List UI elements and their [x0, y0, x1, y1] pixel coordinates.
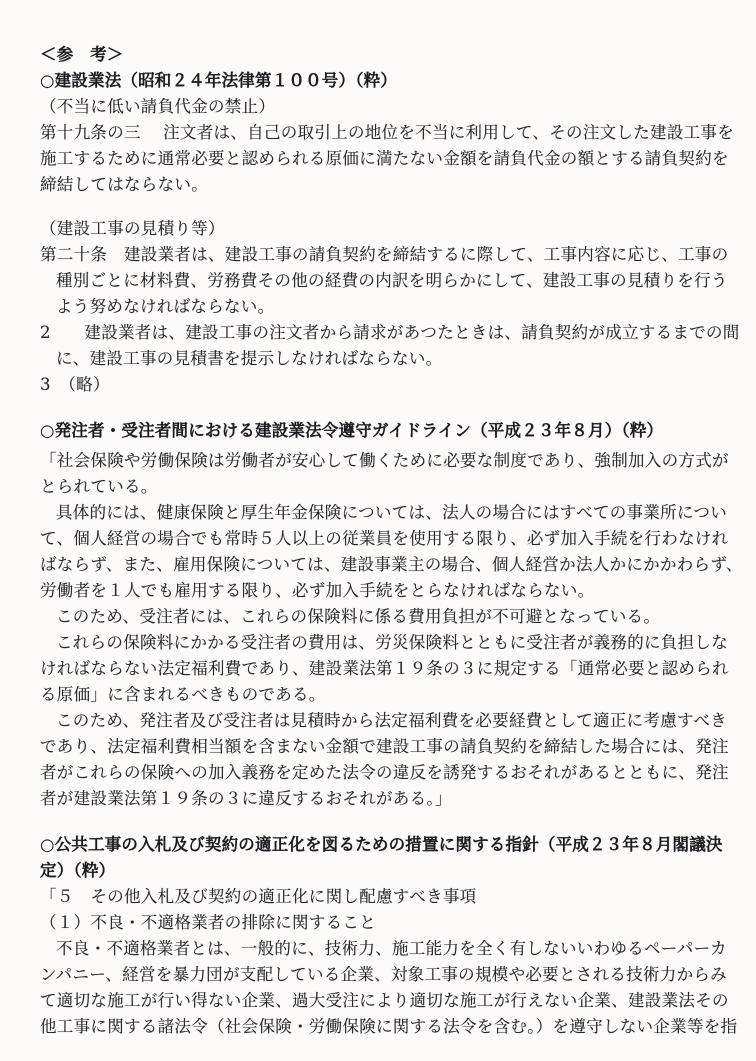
compliance-guideline-body-line: 労働者を１人でも雇用する限り、必ず加入手続をとらなければならない。: [40, 581, 595, 600]
public-works-directive-body-line: て適切な施工が行い得ない企業、過大受注により適切な施工が行えない企業、建設業法その: [40, 991, 729, 1010]
article-19-3-line: 第十九条の三 注文者は、自己の取引上の地位を不当に利用して、その注文した建設工事を: [40, 123, 735, 142]
document-text: [40, 42, 746, 1040]
article-20-line: （建設工事の見積り等）: [40, 219, 225, 238]
public-works-directive-body-line: 不良・不適格業者とは、一般的に、技術力、施工能力を全く有しないいわゆるペーパーカ: [56, 939, 727, 958]
compliance-guideline-body-line: ばならず、また、雇用保険については、建設事業主の場合、個人経営か法人かにかかわらず、: [40, 555, 743, 574]
compliance-guideline-body-line: であり、法定福利費相当額を含まない金額で建設工事の請負契約を締結した場合には、発注: [40, 737, 729, 756]
public-works-directive-heading-line: ○公共工事の入札及び契約の適正化を図るための措置に関する指針（平成２３年８月閣議決: [40, 835, 723, 854]
article-20-line: 第二十条 建設業者は、建設工事の請負契約を締結するに際して、工事内容に応じ、工事の: [40, 245, 729, 264]
public-works-directive-body-line: 他工事に関する諸法令（社会保険・労働保険に関する法令を含む。）を遵守しない企業等を指: [40, 1017, 738, 1036]
compliance-guideline-body-line: これらの保険料にかかる受注者の費用は、労災保険料とともに受注者が義務的に負担しな: [56, 633, 728, 652]
public-works-directive-body-line: ンパニー、経営を暴力団が支配している企業、対象工事の規模や必要とされる技術力からみ: [40, 965, 727, 984]
compliance-guideline-body-line: て、個人経営の場合でも常時５人以上の従業員を使用する限り、必ず加入手続を行わなけれ: [40, 529, 729, 548]
article-20-line: よう努めなければならない。: [56, 297, 275, 316]
compliance-guideline-heading-line: ○発注者・受注者間における建設業法令遵守ガイドライン（平成２３年８月）（粋）: [40, 421, 664, 440]
compliance-guideline-body-line: 「社会保険や労働保険は労働者が安心して働くために必要な制度であり、強制加入の方式が: [40, 451, 729, 470]
compliance-guideline-body-line: このため、発注者及び受注者は見積時から法定福利費を必要経費として適正に考慮すべき: [56, 711, 728, 730]
compliance-guideline-body-line: 具体的には、健康保険と厚生年金保険については、法人の場合にはすべての事業所につい: [56, 503, 728, 522]
public-works-directive-heading-line: 定）（粋）: [40, 861, 116, 880]
compliance-guideline-body-line: 者がこれらの保険への加入義務を定めた法令の違反を誘発するおそれがあるとともに、発注: [40, 763, 729, 782]
compliance-guideline-body-line: ければならない法定福利費であり、建設業法第１９条の３に規定する「通常必要と認められ: [40, 659, 729, 678]
construction-business-act-heading-line: ○建設業法（昭和２４年法律第１００号）（粋）: [40, 71, 398, 90]
article-19-3-line: （不当に低い請負代金の禁止）: [40, 97, 276, 116]
article-20-line: 種別ごとに材料費、労務費その他の経費の内訳を明らかにして、建設工事の見積りを行う: [56, 271, 728, 290]
public-works-directive-body-line: 「５ その他入札及び契約の適正化に関し配慮すべき事項: [40, 887, 477, 906]
compliance-guideline-body-line: 者が建設業法第１９条の３に違反するおそれがある。」: [40, 789, 452, 808]
article-19-3-line: 施工するために通常必要と認められる原価に満たない金額を請負代金の額とする請負契約を: [40, 149, 729, 168]
compliance-guideline-body-line: る原価」に含まれるべきものである。: [40, 685, 326, 704]
article-20-line: に、建設工事の見積書を提示しなければならない。: [56, 349, 443, 368]
public-works-directive-body-line: （１）不良・不適格業者の排除に関すること: [40, 913, 376, 932]
compliance-guideline-body-line: とられている。: [40, 477, 158, 496]
compliance-guideline-body-line: このため、受注者には、これらの保険料に係る費用負担が不可避となっている。: [56, 607, 661, 626]
article-20-line: 3 （略）: [40, 375, 110, 394]
article-20-line: 2 建設業者は、建設工事の注文者から請求があつたときは、請負契約が成立するまでの間: [40, 323, 740, 342]
page-title: ＜参 考＞: [40, 45, 124, 64]
document-blocks: [40, 68, 746, 1040]
article-19-3-line: 締結してはならない。: [40, 175, 208, 194]
